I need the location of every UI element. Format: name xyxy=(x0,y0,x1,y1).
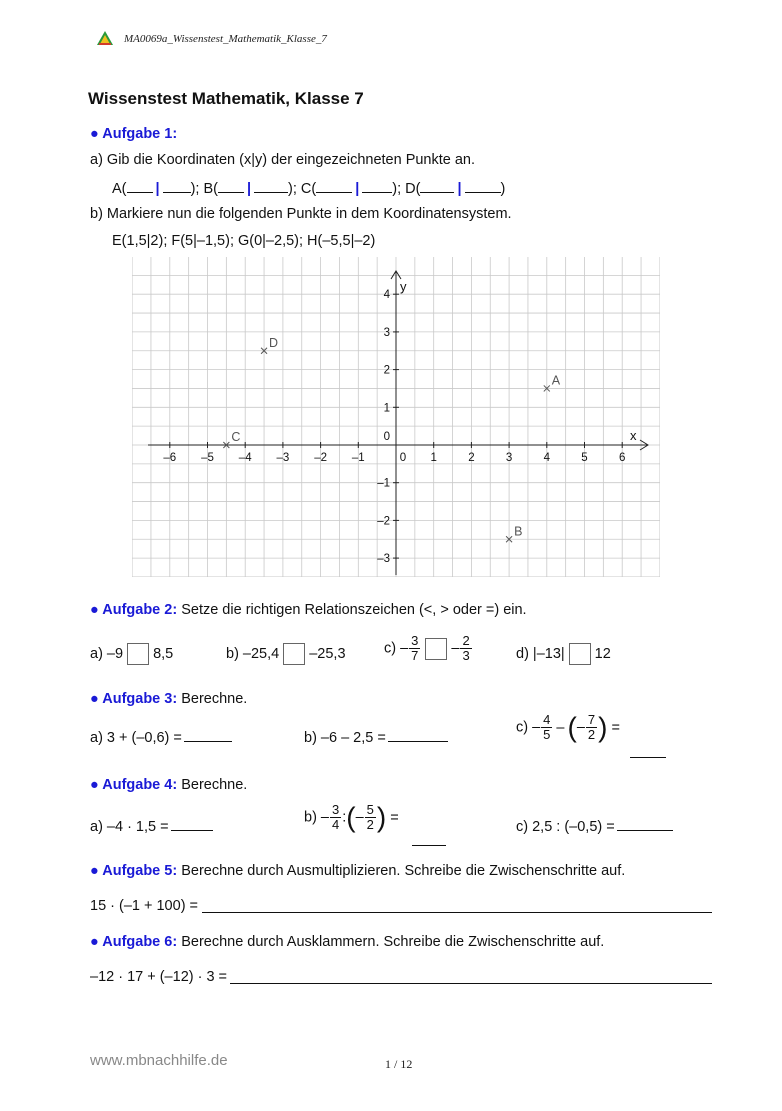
fraction-5-2: $\frac{5}{2}$ xyxy=(366,802,374,832)
x-axis-label: x xyxy=(630,428,637,443)
y-tick-label: 2 xyxy=(383,364,390,377)
aufgabe6-heading xyxy=(90,934,604,950)
aufgabe2-d-left: d) |–13| xyxy=(516,645,565,662)
aufgabe4-b-prefix: b) – xyxy=(304,809,329,826)
aufgabe1-label: ● Aufgabe 1: xyxy=(90,126,178,142)
aufgabe1-coordinate-blanks xyxy=(112,178,505,197)
aufgabe3-a-expr: a) 3 + (–0,6) = xyxy=(90,730,182,746)
right-paren: ) xyxy=(376,801,387,833)
aufgabe3-c-equals: = xyxy=(611,719,620,736)
blank-ax[interactable] xyxy=(127,178,153,193)
aufgabe5-heading xyxy=(90,863,625,879)
aufgabe3-a xyxy=(90,727,232,746)
separator: | xyxy=(355,181,360,197)
relation-box-a[interactable] xyxy=(127,643,149,665)
y-tick-label: –2 xyxy=(377,515,390,528)
aufgabe4-b-equals: = xyxy=(390,809,399,826)
fraction-3-7: $\frac{3}{7}$ xyxy=(411,633,419,663)
y-tick-label: 3 xyxy=(383,326,390,339)
answer-blank-3b[interactable] xyxy=(388,727,448,742)
point-c-prefix: ); C( xyxy=(288,181,317,197)
coordinate-system[interactable] xyxy=(132,257,660,577)
aufgabe5-label: ● Aufgabe 5: xyxy=(90,863,178,879)
fraction-7-2: $\frac{7}{2}$ xyxy=(587,712,596,742)
aufgabe2-b-right: –25,3 xyxy=(309,645,346,662)
aufgabe3-b-expr: b) –6 – 2,5 = xyxy=(304,730,386,746)
aufgabe2-a-right: 8,5 xyxy=(153,645,174,662)
aufgabe6-label: ● Aufgabe 6: xyxy=(90,934,178,950)
aufgabe2-d xyxy=(516,643,611,665)
x-tick-label: –5 xyxy=(201,452,214,464)
point-label-c: C xyxy=(231,430,241,444)
answer-line-5[interactable] xyxy=(202,912,712,913)
aufgabe3-c-minus: – xyxy=(556,719,565,736)
point-d-prefix: ); D( xyxy=(392,181,421,197)
page-title: Wissenstest Mathematik, Klasse 7 xyxy=(88,89,364,108)
aufgabe4-heading xyxy=(90,777,247,793)
x-tick-label: 2 xyxy=(468,452,475,464)
point-a-prefix: A( xyxy=(112,181,127,197)
aufgabe3-c xyxy=(516,713,620,742)
aufgabe2-text: Setze die richtigen Relationszeichen (<, > oder =) ein. xyxy=(181,602,527,618)
fraction-4-5: $\frac{4}{5}$ xyxy=(543,712,551,742)
y-tick-label: –1 xyxy=(377,477,390,490)
y-tick-label: 4 xyxy=(383,289,390,302)
x-tick-label: –1 xyxy=(351,452,365,464)
page-number: 1 / 12 xyxy=(385,1057,413,1071)
closing-paren: ) xyxy=(500,181,506,197)
relation-box-b[interactable] xyxy=(283,643,305,665)
aufgabe2-c xyxy=(384,634,473,663)
left-paren: ( xyxy=(567,711,577,743)
aufgabe1-points-line: E(1,5|2); F(5|–1,5); G(0|–2,5); H(–5,5|–2) xyxy=(112,233,376,249)
y-tick-label: 1 xyxy=(383,402,390,415)
left-paren: ( xyxy=(346,801,356,833)
logo-icon xyxy=(96,30,114,51)
x-tick-label: 3 xyxy=(505,452,513,464)
separator: | xyxy=(246,181,252,197)
aufgabe4-b-inner-minus: – xyxy=(355,809,364,826)
answer-blank-4a[interactable] xyxy=(171,816,213,831)
aufgabe1-heading xyxy=(90,126,177,142)
blank-by[interactable] xyxy=(254,178,288,193)
x-tick-label: 1 xyxy=(430,452,437,464)
aufgabe6-text: Berechne durch Ausklammern. Schreibe die Zwischenschritte auf. xyxy=(181,934,605,950)
aufgabe3-b xyxy=(304,727,448,746)
answer-blank-3c[interactable] xyxy=(630,757,666,758)
aufgabe5-text: Berechne durch Ausmultiplizieren. Schreibe die Zwischenschritte auf. xyxy=(181,863,626,879)
aufgabe6-expr: –12 · 17 + (–12) · 3 = xyxy=(90,969,228,985)
aufgabe3-heading xyxy=(90,691,247,707)
fraction-2-3: $\frac{2}{3}$ xyxy=(462,633,470,663)
aufgabe5-expr: 15 · (–1 + 100) = xyxy=(90,898,199,914)
right-paren: ) xyxy=(598,711,608,743)
y-axis-label: y xyxy=(400,279,407,294)
fraction-3-4: $\frac{3}{4}$ xyxy=(332,802,340,832)
blank-dx[interactable] xyxy=(420,178,454,193)
separator: | xyxy=(155,181,160,197)
x-tick-label: 0 xyxy=(399,452,407,464)
separator: | xyxy=(457,181,462,197)
x-tick-label: –2 xyxy=(314,452,327,464)
aufgabe2-b xyxy=(226,643,346,665)
x-tick-label: 4 xyxy=(543,452,551,464)
blank-cy[interactable] xyxy=(362,178,392,193)
aufgabe2-c-prefix: c) – xyxy=(384,640,409,657)
blank-bx[interactable] xyxy=(218,178,244,193)
answer-blank-3a[interactable] xyxy=(184,727,232,742)
aufgabe4-b xyxy=(304,803,399,832)
aufgabe2-heading xyxy=(90,602,527,618)
aufgabe2-b-left: b) –25,4 xyxy=(226,645,280,662)
x-tick-label: –4 xyxy=(238,452,252,464)
point-label-a: A xyxy=(551,373,561,388)
blank-ay[interactable] xyxy=(163,178,191,193)
aufgabe4-c xyxy=(516,816,673,835)
aufgabe3-c-inner-minus: – xyxy=(576,719,585,736)
point-label-d: D xyxy=(269,335,279,350)
aufgabe2-label: ● Aufgabe 2: xyxy=(90,602,178,618)
aufgabe2-a-left: a) –9 xyxy=(90,645,124,662)
aufgabe2-c-minus: – xyxy=(451,640,460,657)
aufgabe4-text: Berechne. xyxy=(181,777,248,793)
relation-box-d[interactable] xyxy=(569,643,591,665)
x-tick-label: 5 xyxy=(581,452,588,464)
relation-box-c[interactable] xyxy=(425,638,447,660)
x-tick-label: 6 xyxy=(618,452,626,464)
answer-line-6[interactable] xyxy=(230,983,712,984)
y-tick-label: 0 xyxy=(383,431,390,443)
doc-id: MA0069a_Wissenstest_Mathematik_Klasse_7 xyxy=(124,33,327,45)
aufgabe4-c-expr: c) 2,5 : (–0,5) = xyxy=(516,819,615,835)
footer-website: www.mbnachhilfe.de xyxy=(90,1052,228,1069)
aufgabe3-label: ● Aufgabe 3: xyxy=(90,691,178,707)
aufgabe2-a xyxy=(90,643,173,665)
aufgabe4-a xyxy=(90,816,213,835)
blank-dy[interactable] xyxy=(465,178,501,193)
answer-blank-4b[interactable] xyxy=(412,845,446,846)
aufgabe4-label: ● Aufgabe 4: xyxy=(90,777,178,793)
point-b-prefix: ); B( xyxy=(190,181,218,197)
aufgabe2-d-right: 12 xyxy=(594,645,611,662)
y-tick-label: –3 xyxy=(377,553,390,566)
blank-cx[interactable] xyxy=(316,178,352,193)
aufgabe3-c-prefix: c) – xyxy=(516,719,541,736)
x-tick-label: –3 xyxy=(276,452,290,464)
answer-blank-4c[interactable] xyxy=(617,816,673,831)
aufgabe1-b-text: b) Markiere nun die folgenden Punkte in dem Koordinatensystem. xyxy=(90,206,512,222)
aufgabe1-a-text: a) Gib die Koordinaten (x|y) der eingezeichneten Punkte an. xyxy=(90,152,476,168)
x-tick-label: –6 xyxy=(163,452,177,464)
aufgabe4-b-colon: : xyxy=(342,809,347,826)
aufgabe4-a-expr: a) –4 · 1,5 = xyxy=(90,819,169,835)
point-label-b: B xyxy=(514,524,523,539)
aufgabe3-text: Berechne. xyxy=(181,691,248,707)
